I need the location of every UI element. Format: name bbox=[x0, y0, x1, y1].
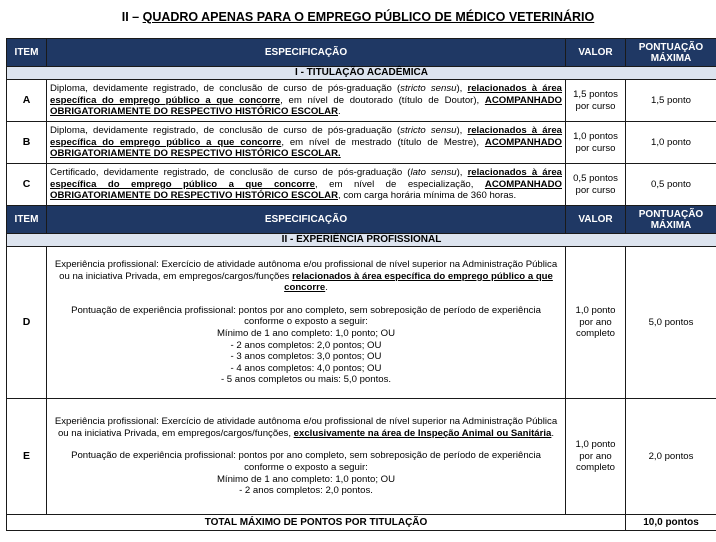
spec-emphasis: relacionados à área específica do emprego público a que concorre bbox=[50, 125, 563, 148]
row-pontuacao: 1,0 ponto bbox=[626, 122, 716, 164]
row-valor: 1,0 ponto por ano completo bbox=[566, 399, 626, 515]
header-pontuacao: PONTUAÇÃO MÁXIMA bbox=[626, 39, 716, 67]
spec-line: Mínimo de 1 ano completo: 1,0 ponto; OU bbox=[216, 328, 396, 339]
spec-text: Certificado, devidamente registrado, de conclusão de curso de pós-graduação ( bbox=[50, 167, 411, 179]
spec-text: , em nível de doutorado (título de Doutor), bbox=[280, 94, 485, 106]
spec-line: - 5 anos completos ou mais: 5,0 pontos. bbox=[220, 374, 392, 386]
row-item: B bbox=[7, 122, 47, 164]
spec-emphasis: relacionados à área específica do emprego público a que concorre bbox=[50, 83, 563, 106]
header-item: ITEM bbox=[7, 39, 47, 67]
page-title-prefix: II – bbox=[121, 10, 143, 24]
spec-italic: stricto sensu bbox=[400, 125, 457, 137]
row-valor: 1,5 pontos por curso bbox=[566, 80, 626, 122]
header-pontuacao: PONTUAÇÃO MÁXIMA bbox=[626, 206, 716, 234]
row-spec bbox=[47, 80, 566, 122]
spec-intro bbox=[50, 416, 562, 439]
header-row-1 bbox=[7, 39, 716, 67]
row-pontuacao: 1,5 ponto bbox=[626, 80, 716, 122]
header-spec: ESPECIFICAÇÃO bbox=[47, 39, 566, 67]
row-item: E bbox=[7, 399, 47, 515]
table-row bbox=[7, 247, 716, 399]
header-item: ITEM bbox=[7, 206, 47, 234]
spec-text: . bbox=[338, 106, 341, 118]
spec-intro bbox=[50, 259, 562, 294]
row-item: C bbox=[7, 164, 47, 206]
spec-text: . bbox=[551, 427, 555, 439]
total-label: TOTAL MÁXIMO DE PONTOS POR TITULAÇÃO bbox=[7, 515, 626, 531]
page-title bbox=[0, 10, 716, 24]
section-row-1 bbox=[7, 67, 716, 80]
spec-pontuacao-text: Pontuação de experiência profissional: pontos por ano completo, sem sobreposição de período de experiência conforme o exposto a seguir: bbox=[71, 304, 541, 328]
table-row bbox=[7, 164, 716, 206]
spec-text: Experiência profissional: Exercício de atividade autônoma e/ou profissional de nível superior na Administração Pública ou na iniciativa Privada, em empregos/cargos/funções, bbox=[54, 416, 558, 439]
row-item: D bbox=[7, 247, 47, 399]
row-spec bbox=[47, 399, 566, 515]
table-row bbox=[7, 399, 716, 515]
spec-italic: stricto sensu bbox=[400, 83, 457, 95]
section-title-1: I - TITULAÇÃO ACADÊMICA bbox=[7, 67, 716, 80]
spec-text: Diploma, devidamente registrado, de conclusão de curso de pós-graduação ( bbox=[50, 125, 401, 137]
spec-emphasis: ACOMPANHADO OBRIGATORIAMENTE DO RESPECTIVO HISTÓRICO ESCOLAR bbox=[50, 94, 562, 118]
spec-text: Diploma, devidamente registrado, de conclusão de curso de pós-graduação ( bbox=[50, 83, 401, 95]
row-valor: 1,0 ponto por ano completo bbox=[566, 247, 626, 399]
header-row-2 bbox=[7, 206, 716, 234]
row-item: A bbox=[7, 80, 47, 122]
row-valor: 0,5 pontos por curso bbox=[566, 164, 626, 206]
spec-text: Experiência profissional: Exercício de atividade autônoma e/ou profissional de nível superior na Administração Pública ou na iniciativa Privada, em empregos/cargos/funções bbox=[54, 259, 558, 282]
total-value: 10,0 pontos bbox=[626, 515, 716, 531]
spec-emphasis: exclusivamente na área de Inspeção Animal ou Sanitária bbox=[293, 427, 552, 439]
header-valor: VALOR bbox=[566, 39, 626, 67]
row-pontuacao: 5,0 pontos bbox=[626, 247, 716, 399]
section-title-2: II - EXPERIÊNCIA PROFISSIONAL bbox=[7, 234, 716, 247]
table-row bbox=[7, 80, 716, 122]
page-title-main: QUADRO APENAS PARA O EMPREGO PÚBLICO DE MÉDICO VETERINÁRIO bbox=[142, 10, 595, 24]
spec-line: - 3 anos completos: 3,0 pontos; OU bbox=[230, 351, 382, 363]
spec-line: - 2 anos completos: 2,0 pontos. bbox=[239, 485, 373, 497]
row-pontuacao: 2,0 pontos bbox=[626, 399, 716, 515]
spec-text: , em nível de especialização, bbox=[315, 178, 485, 190]
spec-text: ), bbox=[456, 83, 468, 95]
row-spec bbox=[47, 247, 566, 399]
score-table bbox=[6, 38, 716, 531]
row-pontuacao: 0,5 ponto bbox=[626, 164, 716, 206]
spec-line: - 4 anos completos: 4,0 pontos; OU bbox=[230, 362, 382, 374]
spec-text: ), bbox=[456, 125, 468, 137]
row-valor: 1,0 pontos por curso bbox=[566, 122, 626, 164]
spec-italic: lato sensu bbox=[410, 167, 457, 179]
row-spec bbox=[47, 122, 566, 164]
table-row bbox=[7, 122, 716, 164]
spec-emphasis: relacionados à área específica do emprego público a que concorre bbox=[284, 270, 553, 294]
spec-text: . bbox=[325, 282, 328, 294]
spec-pontuacao-text: Pontuação de experiência profissional: pontos por ano completo, sem sobreposição de período de experiência conforme o exposto a seguir: bbox=[71, 450, 541, 473]
spec-text: , em nível de mestrado (título de Mestre), bbox=[281, 136, 485, 148]
header-valor: VALOR bbox=[566, 206, 626, 234]
spec-line: Mínimo de 1 ano completo: 1,0 ponto; OU bbox=[216, 473, 396, 485]
spec-text: ), bbox=[456, 167, 468, 179]
spec-emphasis: relacionados à área específica do emprego público a que concorre bbox=[50, 167, 562, 190]
header-spec: ESPECIFICAÇÃO bbox=[47, 206, 566, 234]
spec-emphasis: ACOMPANHADO OBRIGATORIAMENTE DO RESPECTIVO HISTÓRICO ESCOLAR bbox=[50, 178, 562, 202]
section-row-2 bbox=[7, 234, 716, 247]
spec-text: , com carga horária mínima de 360 horas. bbox=[338, 190, 517, 202]
row-spec bbox=[47, 164, 566, 206]
total-row bbox=[7, 515, 716, 531]
spec-line: - 2 anos completos: 2,0 pontos; OU bbox=[230, 339, 382, 351]
spec-emphasis: ACOMPANHADO OBRIGATORIAMENTE DO RESPECTIVO HISTÓRICO ESCOLAR. bbox=[50, 136, 563, 160]
